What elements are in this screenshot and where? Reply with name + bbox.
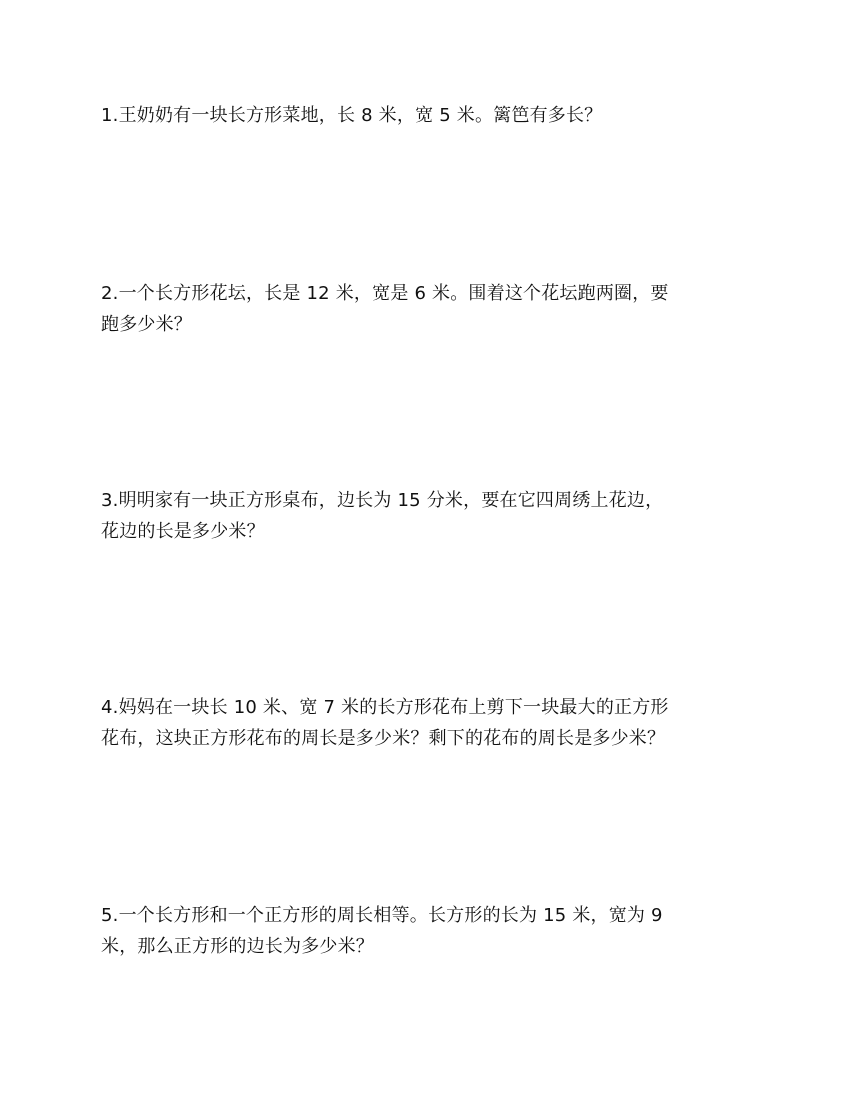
- question-2-line-1: 2.一个长方形花坛，长是 12 米，宽是 6 米。围着这个花坛跑两圈，要: [101, 283, 669, 304]
- question-3-line-2: 花边的长是多少米？: [101, 521, 265, 542]
- question-1: [101, 100, 751, 131]
- question-1-line-1: 1.王奶奶有一块长方形菜地，长 8 米，宽 5 米。篱笆有多长？: [101, 105, 603, 126]
- question-3: [101, 485, 751, 547]
- question-2-line-2: 跑多少米？: [101, 314, 192, 335]
- question-4: [101, 692, 751, 754]
- question-5-line-2: 米，那么正方形的边长为多少米？: [101, 936, 374, 957]
- question-5: [101, 900, 751, 962]
- question-3-line-1: 3.明明家有一块正方形桌布，边长为 15 分米，要在它四周绣上花边，: [101, 490, 664, 511]
- question-5-line-1: 5.一个长方形和一个正方形的周长相等。长方形的长为 15 米，宽为 9: [101, 905, 663, 926]
- question-4-line-2: 花布，这块正方形花布的周长是多少米？剩下的花布的周长是多少米？: [101, 728, 666, 749]
- question-4-line-1: 4.妈妈在一块长 10 米、宽 7 米的长方形花布上剪下一块最大的正方形: [101, 697, 669, 718]
- question-2: [101, 278, 751, 340]
